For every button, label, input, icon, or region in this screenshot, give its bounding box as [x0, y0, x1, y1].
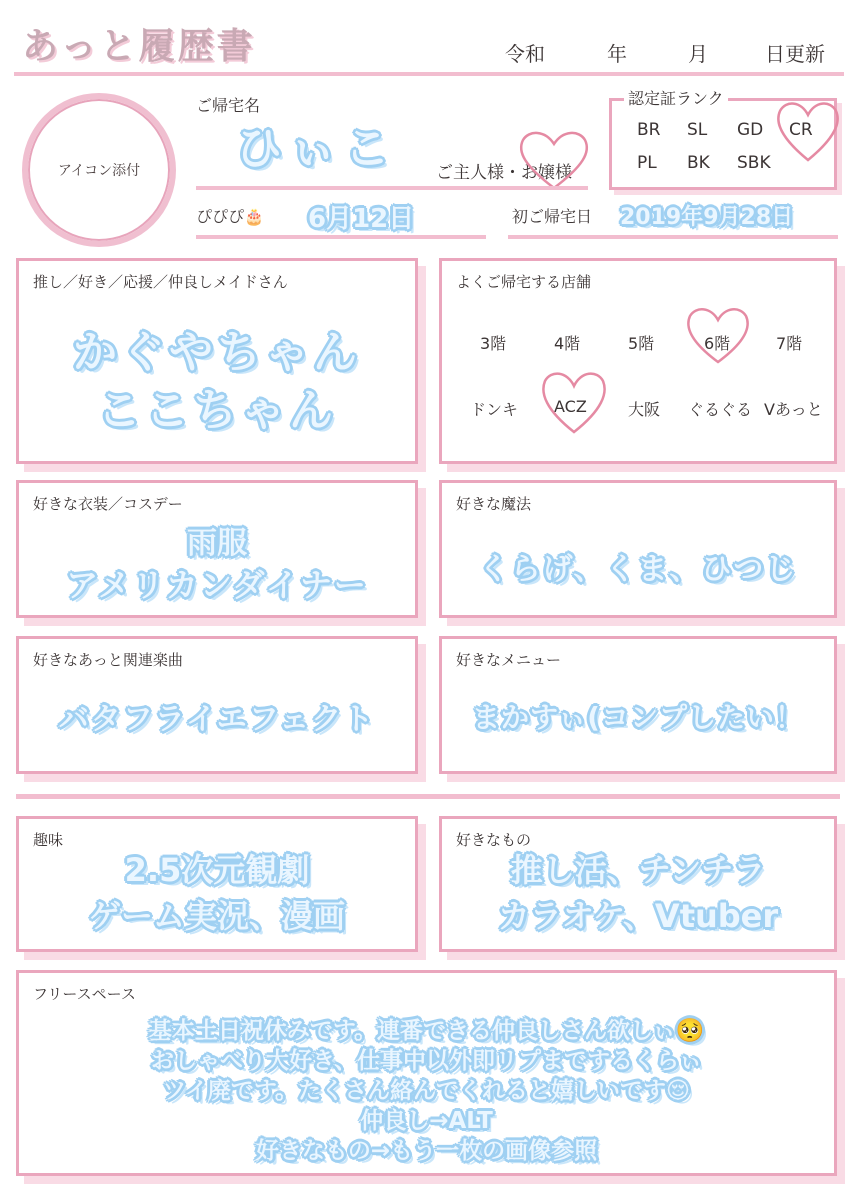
free-line-4: 仲良し→ALT [360, 1108, 493, 1134]
year-label: 年 [607, 42, 627, 66]
rank-sl: SL [687, 120, 708, 140]
section-divider [16, 794, 840, 799]
hobby-box [16, 816, 418, 952]
first-visit-value: 2019年9月28日 [620, 205, 794, 230]
store-4f: 4階 [554, 334, 581, 353]
honorific-label: ご主人様・お嬢様 [436, 163, 572, 183]
costume-line-1: 雨服 [187, 526, 247, 561]
menu-value: まかすぃ(コンプしたい！ [472, 701, 804, 734]
costume-box [16, 480, 418, 618]
name-underline [196, 186, 588, 190]
hobby-line-2: ゲーム実況、漫画 [88, 897, 345, 935]
magic-value: くらげ、くま、ひつじ [478, 552, 798, 587]
rank-sbk: SBK [737, 153, 771, 173]
likes-label: 好きなもの [456, 831, 532, 849]
magic-box [439, 480, 837, 618]
free-space-label: フリースペース [33, 985, 136, 1003]
menu-box [439, 636, 837, 774]
era-label: 令和 [505, 42, 545, 66]
heart-icon [773, 98, 843, 164]
likes-box [439, 816, 837, 952]
oshi-label: 推し／好き／応援／仲良しメイドさん [33, 273, 288, 291]
birthday-value: 6月12日 [308, 204, 415, 234]
month-label: 月 [688, 42, 708, 66]
store-3f: 3階 [480, 334, 507, 353]
store-acz: ACZ [554, 397, 587, 416]
rank-br: BR [637, 120, 661, 140]
stores-label: よくご帰宅する店舗 [456, 273, 592, 291]
magic-label: 好きな魔法 [456, 495, 532, 513]
oshi-box [16, 258, 418, 464]
free-line-1: 基本土日祝休みです。連番できる仲良しさん欲しぃ🥺 [148, 1018, 705, 1044]
birthday-underline [196, 235, 486, 239]
icon-placeholder-label: アイコン添付 [57, 163, 141, 179]
store-5f: 5階 [628, 334, 655, 353]
store-6f: 6階 [704, 334, 731, 353]
likes-line-2: カラオケ、Vtuber [497, 897, 779, 935]
updated-label: 日更新 [765, 42, 825, 66]
rank-bk: BK [687, 153, 710, 173]
song-label: 好きなあっと関連楽曲 [33, 651, 183, 669]
store-guruguru: ぐるぐる [688, 400, 753, 419]
store-7f: 7階 [776, 334, 803, 353]
costume-line-2: アメリカンダイナー [66, 566, 368, 604]
free-line-5: 好きなもの→もう一枚の画像参照 [255, 1138, 598, 1164]
hobby-line-1: 2.5次元観劇 [124, 851, 310, 889]
stores-box [439, 258, 837, 464]
name-value: ひぃこ [236, 121, 398, 175]
song-box [16, 636, 418, 774]
song-value: バタフライエフェクト [58, 702, 376, 737]
rank-pl: PL [637, 153, 657, 173]
page-title: あっと履歴書 [22, 26, 256, 67]
rank-cr: CR [789, 120, 813, 140]
header-divider [14, 72, 844, 76]
likes-line-1: 推し活、チンチラ [510, 851, 766, 889]
name-label: ご帰宅名 [196, 96, 261, 115]
menu-label: 好きなメニュー [456, 651, 562, 669]
hobby-label: 趣味 [33, 831, 64, 849]
first-visit-label: 初ご帰宅日 [512, 207, 593, 226]
certification-label: 認定証ランク [624, 86, 728, 109]
icon-placeholder[interactable] [22, 93, 176, 247]
costume-label: 好きな衣装／コスデー [33, 495, 183, 513]
free-line-2: おしゃべり大好き、仕事中以外即リプまでするくらぃ [150, 1048, 703, 1074]
oshi-line-2: ここちゃん [97, 385, 337, 436]
rank-gd: GD [737, 120, 764, 140]
oshi-line-1: かぐやちゃん [73, 327, 361, 378]
free-line-3: ツイ廃です。たくさん絡んでくれると嬉しいです😌 [163, 1078, 690, 1104]
heart-icon [515, 128, 593, 192]
heart-icon [683, 304, 753, 366]
free-space-box [16, 970, 837, 1176]
store-osaka: 大阪 [628, 400, 661, 419]
store-vat: Vあっと [764, 400, 823, 419]
birthday-label: ぴぴぴ🎂 [196, 207, 264, 226]
heart-icon [538, 368, 610, 436]
first-visit-underline [508, 235, 838, 239]
store-donki: ドンキ [470, 400, 519, 419]
